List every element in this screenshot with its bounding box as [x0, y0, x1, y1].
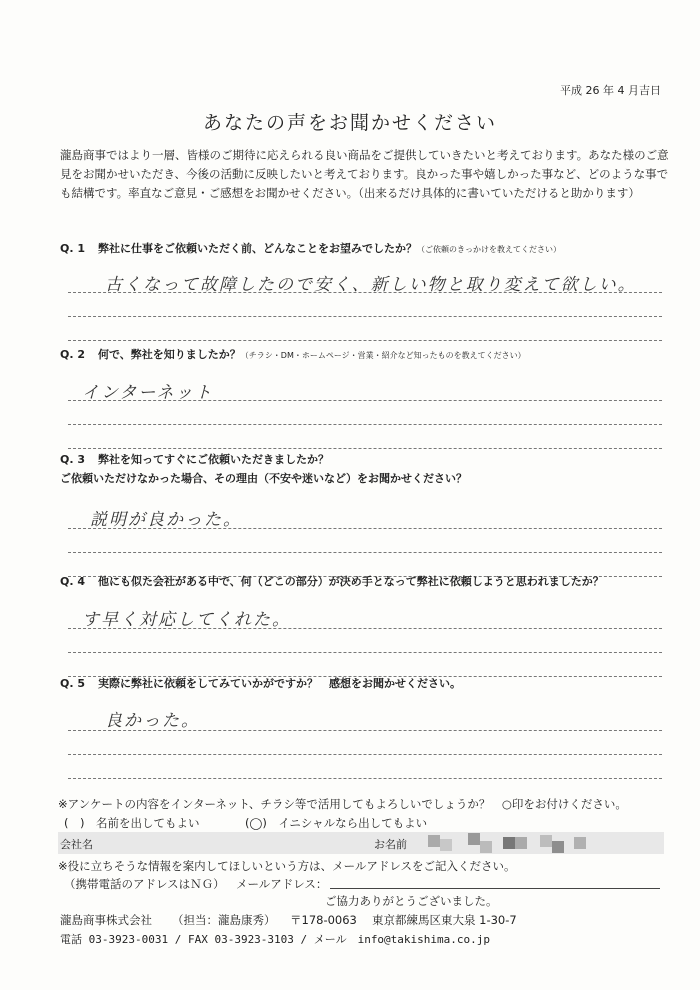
footer-postal: 〒178-0063	[290, 913, 357, 927]
redacted-name-mosaic	[428, 833, 588, 853]
question-text: 実際に弊社に依頼をしてみていかがですか？ 感想をお聞かせください。	[98, 677, 461, 690]
name-label: お名前	[374, 838, 407, 851]
answer-line	[68, 292, 662, 293]
question-3	[60, 450, 467, 488]
answer-2: インターネット	[82, 383, 214, 403]
answer-4: す早く対応してくれた。	[82, 610, 291, 630]
answer-line	[68, 400, 662, 401]
email-field[interactable]	[330, 888, 660, 889]
answer-line	[68, 424, 662, 425]
question-number: Q. 3	[60, 453, 86, 466]
answer-line	[68, 448, 662, 449]
footer-address: 東京都練馬区東大泉 1-30-7	[372, 913, 517, 927]
answer-line	[68, 316, 662, 317]
intro-text: 瀧島商事ではより一層、皆様のご期待に応えられる良い商品をご提供していきたいと考えております。あなた様のご意見をお聞かせいただき、今後の活動に反映したいと考えております。良かった事や嬉しかった事など、どのような事でも結構です。率直なご意見・ご感想をお聞かせください。（出来るだけ具体的に書いていただけると助かります）	[60, 148, 669, 200]
consent-option-initials[interactable]: (◯) イニシャルなら出してもよい	[245, 816, 428, 830]
question-hint: （ご依頼のきっかけを教えてください）	[417, 245, 561, 254]
question-text: 弊社を知ってすぐにご依頼いただきましたか？	[98, 453, 329, 466]
footer-company: 瀧島商事株式会社	[60, 913, 152, 927]
question-2	[60, 346, 526, 362]
company-label: 会社名	[60, 838, 93, 851]
question-hint: （チラシ・DM・ホームページ・営業・紹介など知ったものを教えてください）	[240, 351, 526, 360]
consent-option-name[interactable]: ( ) 名前を出してもよい	[64, 816, 200, 830]
mobile-note: （携帯電話のアドレスはＮＧ）	[64, 877, 225, 891]
question-number: Q. 2	[60, 348, 86, 361]
answer-5: 良かった。	[105, 711, 200, 731]
question-text: 何で、弊社を知りましたか？	[98, 348, 241, 361]
answer-line	[68, 628, 662, 629]
answer-1: 古くなって故障したので安く、新しい物と取り変えて欲しい。	[105, 275, 637, 295]
answer-line	[68, 340, 662, 341]
answer-line	[68, 652, 662, 653]
info-note: ※役に立ちそうな情報を案内してほしいという方は、メールアドレスをご記入ください。	[58, 859, 516, 873]
page-title: あなたの声をお聞かせください	[202, 112, 497, 134]
question-number: Q. 5	[60, 677, 86, 690]
question-1	[60, 240, 561, 256]
answer-line	[68, 778, 662, 779]
question-number: Q. 4	[60, 575, 86, 588]
question-4	[60, 573, 604, 589]
answer-line	[68, 730, 662, 731]
question-text: 弊社に仕事をご依頼いただく前、どんなことをお望みでしたか？	[98, 242, 417, 255]
answer-line	[68, 528, 662, 529]
answer-3: 説明が良かった。	[90, 510, 242, 530]
email-label: メールアドレス：	[236, 877, 328, 891]
question-number: Q. 1	[60, 242, 86, 255]
question-5	[60, 675, 461, 691]
question-subtext: ご依頼いただけなかった場合、その理由（不安や迷いなど）をお聞かせください？	[60, 472, 467, 485]
thanks-text: ご協力ありがとうございました。	[325, 894, 498, 908]
footer-contact-line: 電話 03-3923-0031 / FAX 03-3923-3103 / メール info@takishima.co.jp	[60, 933, 491, 946]
question-text: 他にも似た会社がある中で、何（どこの部分）が決め手となって弊社に依頼しようと思われましたか？	[98, 575, 604, 588]
issue-date: 平成 26 年 4 月吉日	[560, 84, 661, 97]
footer-contact: （担当：瀧島康秀）	[172, 913, 276, 927]
answer-line	[68, 552, 662, 553]
consent-question: ※アンケートの内容をインターネット、チラシ等で活用してもよろしいでしょうか？ ○印をお付けください。	[58, 797, 627, 811]
answer-line	[68, 754, 662, 755]
name-box	[58, 832, 664, 854]
